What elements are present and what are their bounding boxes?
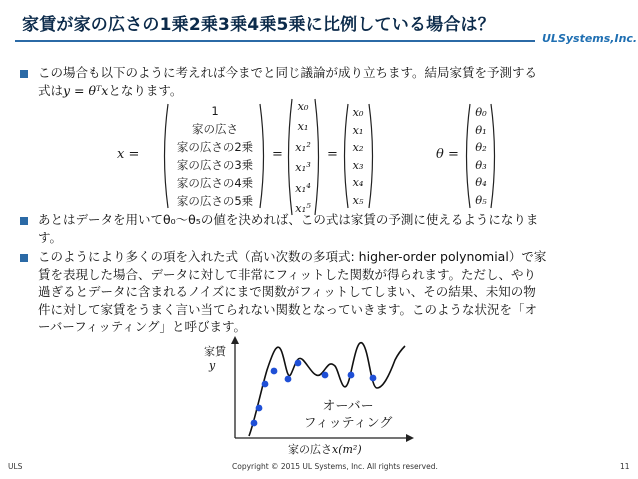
bullet-2-text bbox=[38, 211, 626, 246]
x-vector-item: 家の広さの5乗 bbox=[176, 194, 254, 208]
bullet-3-line: 過ぎるとデータに含まれるノイズにまで関数がフィットしてしまい、その結果、未知の物 bbox=[38, 284, 536, 299]
data-point bbox=[348, 372, 355, 379]
bullet-3-text bbox=[38, 248, 626, 336]
index-vector-right-paren bbox=[367, 103, 377, 209]
index-vector-item: x₅ bbox=[352, 192, 364, 207]
theta-vector-item: θ₅ bbox=[475, 192, 487, 207]
bullet-3-line: 件に対して家賃をうまく言い当てられない関数となっていきます。このような状況を「オ bbox=[38, 301, 538, 317]
bullet-3-line: ーバーフィッティング」と呼びます。 bbox=[38, 319, 247, 334]
bullet-2-line-2: す。 bbox=[38, 229, 63, 245]
x-vector-item: 家の広さ bbox=[192, 122, 238, 136]
bullet-1-text bbox=[38, 64, 626, 99]
theta-vector bbox=[471, 105, 491, 207]
x-vector-item: 1 bbox=[211, 104, 219, 118]
chart-x-label bbox=[288, 441, 362, 457]
theta-vector-item: θ₁ bbox=[475, 122, 487, 137]
footer-left-label: ULS bbox=[8, 462, 23, 471]
index-vector-item: x₁ bbox=[352, 122, 364, 137]
chart-x-variable: x(m²) bbox=[332, 443, 362, 456]
powers-vector-item: x₁⁴ bbox=[295, 180, 311, 195]
overfitting-note bbox=[300, 398, 396, 432]
theta-vector-item: θ₀ bbox=[475, 105, 487, 119]
powers-vector-item: x₁⁵ bbox=[295, 200, 311, 215]
bullet-marker-1 bbox=[20, 70, 28, 78]
powers-vector-item: x₀ bbox=[297, 99, 309, 113]
x-vector-item: 家の広さの2乗 bbox=[176, 140, 254, 154]
x-vector-item: 家の広さの4乗 bbox=[176, 176, 254, 190]
x-vector-left-paren bbox=[160, 103, 170, 209]
data-point bbox=[251, 420, 258, 427]
x-vector-right-paren bbox=[258, 103, 268, 209]
index-vector bbox=[348, 105, 368, 207]
powers-vector bbox=[292, 99, 314, 215]
bullet-1-line-2-post: となります。 bbox=[108, 82, 183, 98]
bullet-3-line: 賃を表現した場合、データに対して非常にフィットした関数が得られます。ただし、やり bbox=[38, 266, 537, 282]
theta-vector-item: θ₄ bbox=[475, 175, 487, 190]
y-axis-arrowhead bbox=[231, 336, 239, 344]
bullet-marker-2 bbox=[20, 217, 28, 225]
data-point bbox=[285, 376, 292, 383]
x-equals-label: x = bbox=[117, 147, 140, 162]
index-vector-item: x₂ bbox=[352, 140, 364, 155]
chart-y-variable: y bbox=[209, 359, 216, 372]
data-point bbox=[271, 368, 278, 375]
page-number: 11 bbox=[620, 462, 630, 471]
powers-vector-item: x₁³ bbox=[295, 160, 311, 175]
powers-vector-right-paren bbox=[313, 98, 323, 216]
bullet-1-line-2-pre: 式は bbox=[38, 82, 64, 98]
overfitting-note-line-2: フィッティング bbox=[303, 416, 393, 431]
theta-vector-item: θ₂ bbox=[475, 140, 487, 155]
x-vector bbox=[170, 104, 260, 208]
powers-vector-item: x₁² bbox=[295, 139, 311, 154]
footer-copyright: Copyright © 2015 UL Systems, Inc. All rights reserved. bbox=[232, 462, 438, 471]
prediction-formula: y = θᵀx bbox=[63, 82, 109, 98]
powers-vector-item: x₁ bbox=[297, 119, 309, 134]
theta-vector-right-paren bbox=[489, 103, 499, 209]
equals-sign-2: = bbox=[327, 147, 338, 162]
company-logo: ULSystems,Inc. bbox=[542, 32, 638, 45]
data-point bbox=[295, 360, 302, 367]
slide-title: 家賃が家の広さの1乗2乗3乗4乗5乗に比例している場合は？ bbox=[22, 15, 495, 35]
theta-vector-item: θ₃ bbox=[475, 157, 487, 172]
bullet-marker-3 bbox=[20, 254, 28, 262]
index-vector-item: x₄ bbox=[352, 175, 364, 190]
bullet-3-line: このようにより多くの項を入れた式（高い次数の多項式: higher-order polynomial）で家 bbox=[38, 249, 547, 264]
data-point bbox=[370, 375, 377, 382]
bullet-1-line-1: この場合も以下のように考えれば今までと同じ議論が成り立ちます。結局家賃を予測する bbox=[38, 65, 538, 80]
index-vector-item: x₀ bbox=[352, 105, 364, 119]
chart-y-label: 家賃 bbox=[204, 345, 226, 358]
theta-equals-label: θ = bbox=[436, 147, 459, 162]
data-point bbox=[256, 405, 263, 412]
chart-x-label-text: 家の広さ bbox=[288, 443, 332, 456]
data-point bbox=[322, 372, 329, 379]
bullet-1-line-2 bbox=[38, 82, 626, 100]
data-point bbox=[262, 381, 269, 388]
overfitting-note-line-1: オーバー bbox=[322, 399, 374, 414]
index-vector-item: x₃ bbox=[352, 157, 364, 172]
x-vector-item: 家の広さの3乗 bbox=[176, 158, 254, 172]
title-rule bbox=[15, 40, 535, 42]
equals-sign-1: = bbox=[272, 147, 283, 162]
bullet-2-line-1: あとはデータを用いてθ₀～θ₅の値を決めれば、この式は家賃の予測に使えるようになりま bbox=[38, 212, 539, 227]
x-axis-arrowhead bbox=[406, 434, 414, 442]
